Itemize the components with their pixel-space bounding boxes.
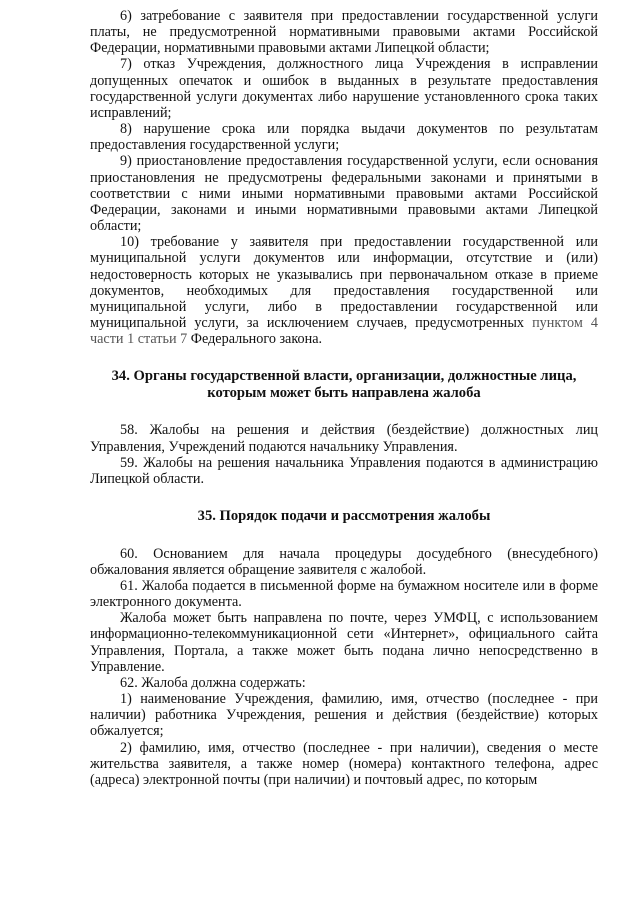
section-35-heading: 35. Порядок подачи и рассмотрения жалобы xyxy=(197,508,491,525)
paragraph-59: 59. Жалобы на решения начальника Управления подаются в администрацию Липецкой области. xyxy=(90,454,598,487)
spacer xyxy=(90,487,598,508)
paragraph-item-10 xyxy=(90,234,598,347)
paragraph-62: 62. Жалоба должна содержать: xyxy=(120,674,306,691)
paragraph-item-10-text: 10) требование у заявителя при предоставлении государственной или муниципальной услуги документов или информации, отсутствие и (или) недостоверность которых не указывались при первоначальном отказе в приеме документов, необходимых для предоставления государственной или муниципальной услуги, либо в предоставлении государственной или муниципальной услуги, за исключением случаев, предусмотренных xyxy=(90,234,598,331)
paragraph-62-item-1: 1) наименование Учреждения, фамилию, имя, отчество (последнее - при наличии) работника Учреждения, решения и действия (бездействие) которых обжалуется; xyxy=(90,691,598,740)
paragraph-58: 58. Жалобы на решения и действия (бездействие) должностных лиц Управления, Учреждений подаются начальнику Управления. xyxy=(90,422,598,455)
spacer xyxy=(90,525,598,546)
paragraph-submission-methods: Жалоба может быть направлена по почте, через УМФЦ, с использованием информационно-телекоммуникационной сети «Интернет», официального сайта Управления, Портала, а также может быть подана лично непосредственно в Управление. xyxy=(90,610,598,675)
section-34-heading: 34. Органы государственной власти, организации, должностные лица, которым может быть направлена жалоба xyxy=(111,368,577,401)
paragraph-62-item-2: 2) фамилию, имя, отчество (последнее - при наличии), сведения о месте жительства заявителя, а также номер (номера) контактного телефона, адрес (адреса) электронной почты (при наличии) и почтовый адрес, по которым xyxy=(90,739,598,788)
paragraph-item-6: 6) затребование с заявителя при предоставлении государственной услуги платы, не предусмотренной нормативными правовыми актами Российской Федерации, нормативными правовыми актами Липецкой области; xyxy=(90,8,598,57)
paragraph-60: 60. Основанием для начала процедуры досудебного (внесудебного) обжалования является обращение заявителя с жалобой. xyxy=(90,545,598,578)
paragraph-item-8: 8) нарушение срока или порядка выдачи документов по результатам предоставления государственной услуги; xyxy=(90,121,598,154)
law-reference-link[interactable]: пунктом 4 части 1 статьи 7 xyxy=(90,314,598,348)
paragraph-item-10-tail: Федерального закона. xyxy=(187,331,323,348)
paragraph-item-7: 7) отказ Учреждения, должностного лица Учреждения в исправлении допущенных опечаток и ошибок в выданных в результате предоставления государственной услуги документах либо нарушение установленного срока таких исправлений; xyxy=(90,56,598,121)
spacer xyxy=(90,347,598,368)
paragraph-61: 61. Жалоба подается в письменной форме на бумажном носителе или в форме электронного документа. xyxy=(90,578,598,611)
spacer xyxy=(90,401,598,422)
paragraph-item-9: 9) приостановление предоставления государственной услуги, если основания приостановления не предусмотрены федеральными законами и принятыми в соответствии с ними иными нормативными правовыми актами Российской Федерации, законами и иными нормативными правовыми актами Липецкой области; xyxy=(90,153,598,235)
